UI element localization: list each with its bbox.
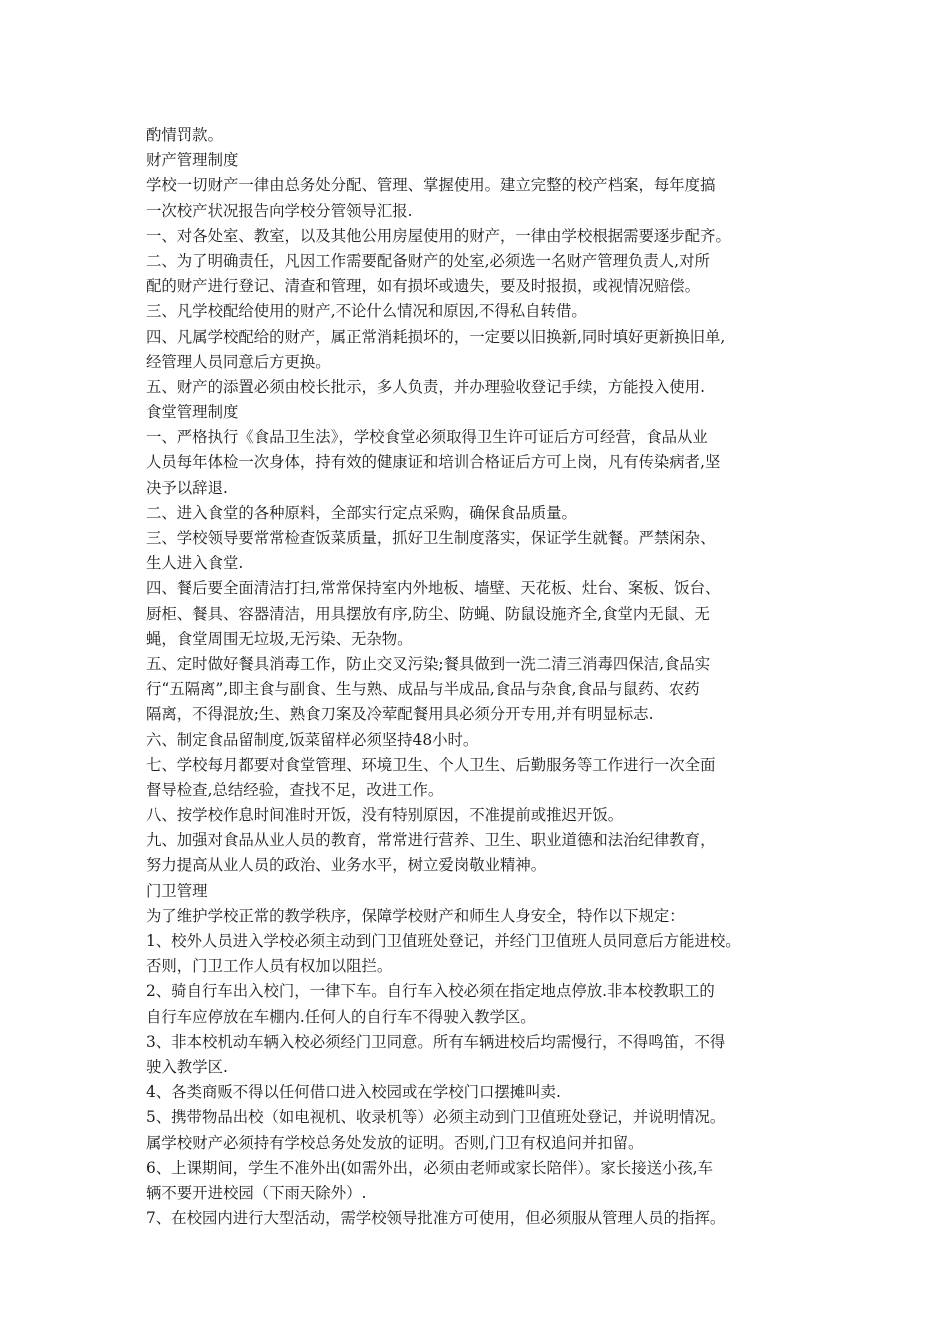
text-line: 九、加强对食品从业人员的教育，常常进行营养、卫生、职业道德和法治纪律教育，	[146, 831, 716, 850]
text-line: 三、学校领导要常常检查饭菜质量，抓好卫生制度落实，保证学生就餐。严禁闲杂、	[146, 529, 716, 547]
text-line: 蝇，食堂周围无垃圾,无污染、无杂物。	[146, 629, 413, 648]
text-line: 八、按学校作息时间准时开饭，没有特别原因，不准提前或推迟开饭。	[146, 806, 624, 825]
text-line: 五、财产的添置必须由校长批示，多人负责，并办理验收登记手续，方能投入使用.	[146, 377, 705, 396]
section-heading-canteen: 食堂管理制度	[146, 403, 239, 422]
text-line: 五、定时做好餐具消毒工作，防止交叉污染;餐具做到一洗二清三消毒四保洁,食品实	[146, 654, 711, 673]
text-line: 为了维护学校正常的教学秩序，保障学校财产和师生人身安全，特作以下规定：	[146, 906, 685, 925]
text-line: 厨柜、餐具、容器清洁，用具摆放有序,防尘、防蝇、防鼠设施齐全,食堂内无鼠、无	[146, 604, 710, 623]
text-line: 7、在校园内进行大型活动，需学校领导批准方可使用，但必须服从管理人员的指挥。	[146, 1209, 726, 1228]
text-line: 行“五隔离”,即主食与副食、生与熟、成品与半成品,食品与杂食,食品与鼠药、农药	[146, 680, 700, 699]
text-line: 2、骑自行车出入校门，一律下车。自行车入校必须在指定地点停放.非本校教职工的	[146, 982, 715, 1001]
text-line: 决予以辞退.	[146, 478, 228, 497]
text-line: 经管理人员同意后方更换。	[146, 352, 331, 371]
text-line: 人员每年体检一次身体，持有效的健康证和培训合格证后方可上岗，凡有传染病者,坚	[146, 453, 721, 472]
text-line: 1、校外人员进入学校必须主动到门卫值班处登记，并经门卫值班人员同意后方能进校。	[146, 932, 741, 950]
document-body	[146, 123, 814, 1231]
text-line: 学校一切财产一律由总务处分配、管理、掌握使用。建立完整的校产档案，每年度搞	[146, 176, 716, 195]
text-line: 6、上课期间，学生不准外出(如需外出，必须由老师或家长陪伴）。家长接送小孩,车	[146, 1158, 714, 1177]
text-line: 4、各类商贩不得以任何借口进入校园或在学校门口摆摊叫卖.	[146, 1083, 561, 1102]
text-line: 生人进入食堂.	[146, 554, 244, 573]
text-line: 自行车应停放在车棚内.任何人的自行车不得驶入教学区。	[146, 1007, 536, 1026]
text-line: 3、非本校机动车辆入校必须经门卫同意。所有车辆进校后均需慢行，不得鸣笛，不得	[146, 1032, 726, 1051]
text-line: 5、携带物品出校（如电视机、收录机等）必须主动到门卫值班处登记，并说明情况。	[146, 1108, 726, 1127]
section-heading-gatekeeping: 门卫管理	[146, 881, 208, 900]
text-line: 努力提高从业人员的政治、业务水平，树立爱岗敬业精神。	[146, 856, 547, 875]
text-line: 否则，门卫工作人员有权加以阻拦。	[146, 957, 393, 976]
text-line: 配的财产进行登记、清查和管理，如有损坏或遗失，要及时报损，或视情况赔偿。	[146, 277, 701, 296]
text-line: 督导检查,总结经验，查找不足，改进工作。	[146, 780, 444, 799]
text-line: 四、餐后要全面清洁打扫,常常保持室内外地板、墙壁、天花板、灶台、案板、饭台、	[146, 579, 721, 598]
text-line: 驶入教学区.	[146, 1057, 228, 1076]
text-line: 一、对各处室、教室，以及其他公用房屋使用的财产，一律由学校根据需要逐步配齐。	[146, 226, 731, 245]
text-line: 六、制定食品留制度,饭菜留样必须坚持48小时。	[146, 730, 479, 749]
text-line: 酌情罚款。	[146, 126, 223, 144]
section-heading-property: 财产管理制度	[146, 151, 239, 170]
text-line: 三、凡学校配给使用的财产,不论什么情况和原因,不得私自转借。	[146, 302, 587, 321]
text-line: 二、进入食堂的各种原料，全部实行定点采购，确保食品质量。	[146, 503, 577, 522]
text-line: 辆不要开进校园（下雨天除外）.	[146, 1183, 367, 1202]
text-line: 隔离，不得混放;生、熟食刀案及冷荤配餐用具必须分开专用,并有明显标志.	[146, 705, 654, 724]
text-line: 一次校产状况报告向学校分管领导汇报.	[146, 201, 413, 220]
text-line: 一、严格执行《食品卫生法》，学校食堂必须取得卫生许可证后方可经营，食品从业	[146, 428, 708, 447]
text-line: 二、为了明确责任，凡因工作需要配备财产的处室,必须选一名财产管理负责人,对所	[146, 251, 710, 270]
text-line: 四、凡属学校配给的财产，属正常消耗损坏的，一定要以旧换新,同时填好更新换旧单,	[146, 327, 726, 346]
text-line: 七、学校每月都要对食堂管理、环境卫生、个人卫生、后勤服务等工作进行一次全面	[146, 755, 716, 774]
text-line: 属学校财产必须持有学校总务处发放的证明。否则,门卫有权追问并扣留。	[146, 1133, 644, 1152]
